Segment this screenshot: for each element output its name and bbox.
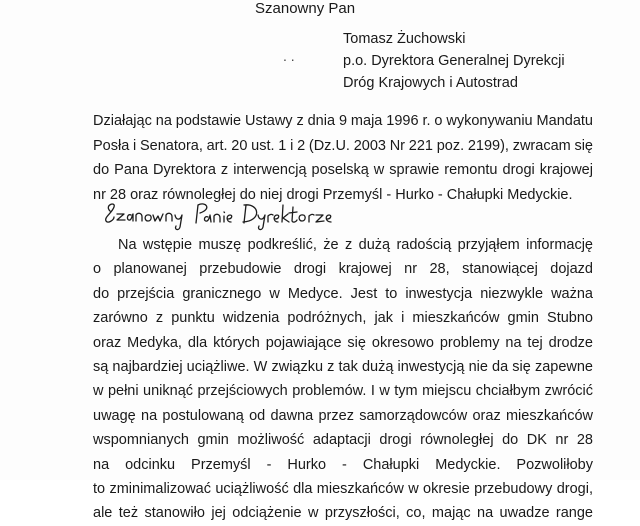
body-line: oraz Medyka, dla których pojawiające się okresowo problemy na tej drodze [93,334,593,351]
intro-line: Posła i Senatora, art. 20 ust. 1 i 2 (Dz.U. 2003 Nr 221 poz. 2199), zwracam się [93,137,593,154]
body-line: na odcinku Przemyśl - Hurko - Chałupki Medyckie. Pozwoliłoby [93,456,593,473]
scan-dots: . . [283,48,295,64]
salutation: Szanowny Pan [255,0,356,17]
body-line: to zminimalizować uciążliwość dla mieszkańców w okresie przebudowy drogi, [93,481,593,498]
body-line: o planowanej przebudowie drogi krajowej nr 28, stanowiącej dojazd [93,261,593,278]
body-line: ale też stanowiło jej odciążenie w przyszłości, co, mając na uwadze range [93,505,593,522]
intro-line: do Pana Dyrektora z interwencją poselską w sprawie remontu drogi krajowej [93,162,593,178]
intro-paragraph [93,109,593,207]
recipient-title: p.o. Dyrektora Generalnej Dyrekcji [343,53,565,69]
body-line: Na wstępie muszę podkreślić, że z dużą radością przyjąłem informację [118,237,593,253]
body-line: wspomnianych gmin możliwość adaptacji drogi równoległej do DK nr 28 [93,432,593,449]
body-paragraph [93,233,593,526]
intro-line: Działając na podstawie Ustawy z dnia 9 maja 1996 r. o wykonywaniu Mandatu [93,113,593,129]
recipient-block [343,28,565,94]
recipient-institution: Dróg Krajowych i Autostrad [343,75,518,91]
handwritten-greeting [100,195,340,235]
body-line: są najbardziej uciążliwe. W związku z tak dużą inwestycją nie da się zapewne [93,359,593,376]
body-line: uwagę na postulowaną od dawna przez samorządowców oraz mieszkańców [93,407,593,424]
body-line: do przejścia granicznego w Medyce. Jest to inwestycja niezwykle ważna [93,285,593,302]
intro-line: nr 28 oraz równoległej do niej drogi Przemyśl - Hurko - Chałupki Medyckie. [93,186,573,203]
body-line: w pełni uniknąć przejściowych problemów. I w tym miejscu chciałbym zwrócić [93,383,593,400]
body-line: zarówno z punktu widzenia podróżnych, jak i mieszkańców gmin Stubno [93,310,593,327]
recipient-name: Tomasz Żuchowski [343,31,466,47]
